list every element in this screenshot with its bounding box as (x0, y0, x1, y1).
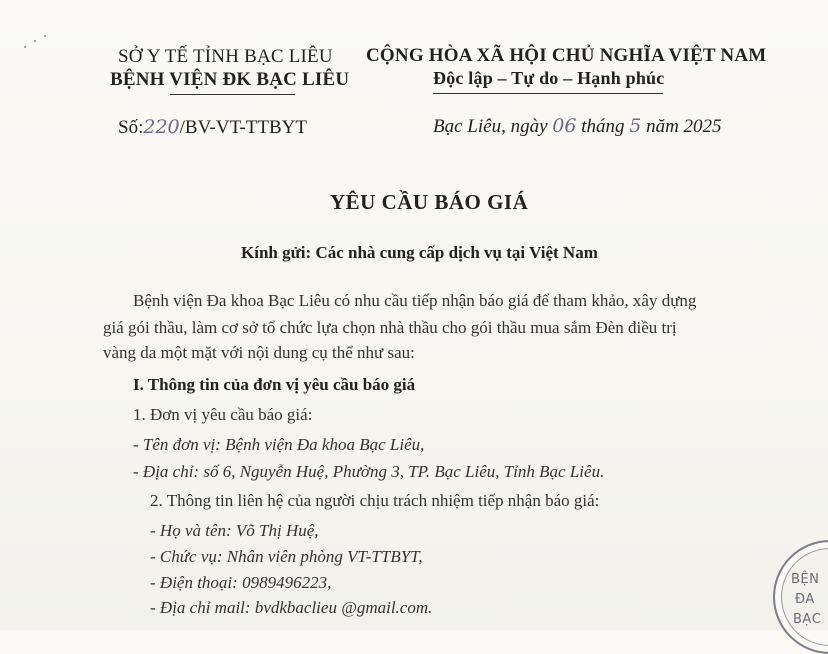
date-month: 5 (629, 115, 642, 137)
official-stamp (773, 540, 828, 654)
intro-line-2: giá gói thầu, làm cơ sở tổ chức lựa chọn nhà thầu cho gói thầu mua sắm Đèn điều trị (103, 318, 677, 337)
country-name: CỘNG HÒA XÃ HỘI CHỦ NGHĨA VIỆT NAM (366, 45, 767, 66)
reference-prefix: Số: (118, 117, 144, 138)
stamp-text-line-1: BỆN (791, 572, 820, 587)
intro-line-1: Bệnh viện Đa khoa Bạc Liêu có nhu cầu tiếp nhận báo giá để tham khảo, xây dựng (133, 291, 697, 310)
unit-name: - Tên đơn vị: Bệnh viện Đa khoa Bạc Liêu, (133, 435, 425, 454)
scan-speck (24, 46, 26, 48)
reference-number (118, 116, 307, 139)
contact-position: - Chức vụ: Nhân viên phòng VT-TTBYT, (150, 547, 423, 566)
date-year: năm 2025 (646, 116, 722, 137)
contact-email: - Địa chỉ mail: bvdkbaclieu @gmail.com. (150, 598, 433, 617)
document-title: YÊU CẦU BÁO GIÁ (330, 190, 529, 214)
section-item-2: 2. Thông tin liên hệ của người chịu trách nhiệm tiếp nhận báo giá: (150, 491, 600, 510)
document-date (433, 115, 722, 138)
motto: Độc lập – Tự do – Hạnh phúc (433, 68, 665, 88)
motto-underline (433, 93, 663, 94)
stamp-text-line-3: BẠC (793, 612, 822, 627)
date-day: 06 (552, 115, 577, 137)
section-item-1: 1. Đơn vị yêu cầu báo giá: (133, 405, 313, 424)
intro-line-3: vàng da một mặt với nội dung cụ thể như sau: (103, 343, 415, 362)
salutation: Kính gửi: Các nhà cung cấp dịch vụ tại Việt Nam (241, 243, 598, 262)
reference-handwritten-number: 220 (143, 116, 180, 138)
department-name: SỞ Y TẾ TỈNH BẠC LIÊU (118, 46, 333, 67)
scan-speck (34, 40, 36, 42)
unit-address: - Địa chỉ: số 6, Nguyễn Huệ, Phường 3, TP. Bạc Liêu, Tỉnh Bạc Liêu. (133, 462, 605, 481)
section-heading: I. Thông tin của đơn vị yêu cầu báo giá (133, 375, 416, 394)
date-month-label: tháng (581, 116, 625, 137)
hospital-name: BỆNH VIỆN ĐK BẠC LIÊU (110, 69, 350, 90)
scan-speck (44, 35, 46, 37)
date-place: Bạc Liêu, ngày (433, 116, 548, 137)
contact-name: - Họ và tên: Võ Thị Huệ, (150, 521, 319, 540)
contact-phone: - Điện thoại: 0989496223, (150, 573, 332, 592)
hospital-underline (170, 94, 295, 95)
reference-suffix: /BV-VT-TTBYT (179, 117, 308, 138)
stamp-text-line-2: ĐA (795, 592, 815, 607)
